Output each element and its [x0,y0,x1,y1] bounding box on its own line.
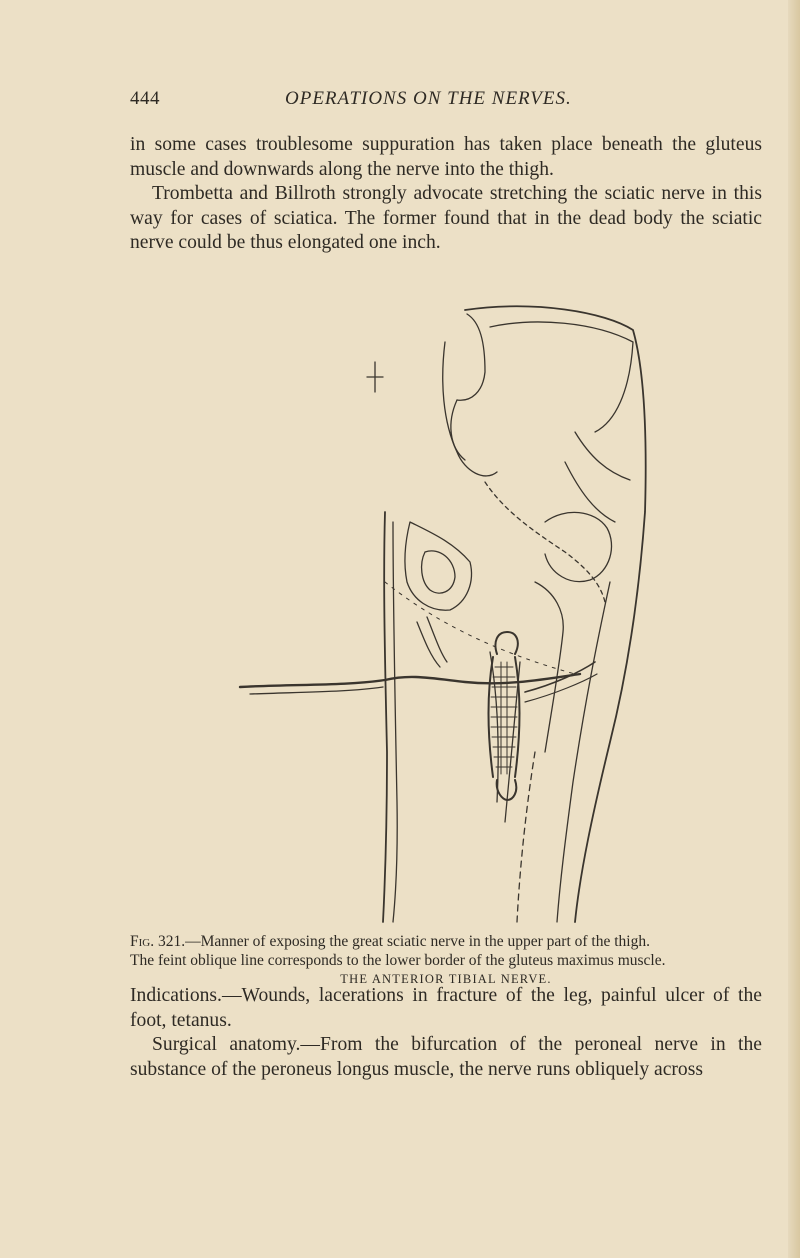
muscle-fibre-2 [427,617,447,662]
gluteus-border-line [385,582,575,674]
greater-trochanter [535,582,563,752]
muscle-fibre [417,622,440,667]
caption-text: —Manner of exposing the great sciatic nerve in the upper part of the thigh. [185,933,650,950]
paragraph: Trombetta and Billroth strongly advocate stretching the sciatic nerve in this way for cases of sciatica. The former found that in the dead body the sciatic nerve could be thus elongated one inch. [130,183,762,253]
pelvis-crest [490,322,633,432]
muscle-line [485,482,605,602]
anatomical-illustration [235,282,665,930]
pelvic-vertebra [367,362,383,392]
hip-outline [465,306,646,922]
inner-thigh-outline-2 [393,522,397,922]
body-text-bottom [130,984,762,1082]
femur-head [545,512,612,581]
body-text-top [130,133,762,256]
figure-caption [130,932,762,970]
retractor-hook-lower [497,780,517,800]
section-heading: THE ANTERIOR TIBIAL NERVE. [340,972,552,986]
ligament-line-2 [575,432,630,480]
page-number: 444 [130,88,160,109]
exposed-nerve-hatching [491,662,517,774]
page-header [130,88,630,114]
retractor-hook-upper [495,632,517,654]
running-title: OPERATIONS ON THE NERVES. [285,88,572,109]
ischium-outline [405,522,472,610]
retractor-strap-2 [525,674,597,702]
sacrum-outline [443,342,497,476]
femur-shaft-inner [517,752,535,922]
obturator-foramen [422,551,455,593]
gluteal-fold-line-2 [250,687,383,694]
inner-thigh-outline [383,512,387,922]
gluteal-fold-line [240,674,580,687]
paragraph: Surgical anatomy.—From the bifurcation of the peroneal nerve in the substance of the peroneus longus muscle, the nerve runs obliquely across [130,1034,762,1080]
sacral-notch [451,400,465,460]
caption-label: Fig. 321. [130,933,186,950]
pelvis-ilium [457,314,485,400]
paragraph: in some cases troublesome suppuration has taken place beneath the gluteus muscle and downwards along the nerve into the thigh. [130,134,762,180]
femur-shaft [557,582,610,922]
page-edge [788,0,800,1258]
paragraph: Indications.—Wounds, lacerations in fracture of the leg, painful ulcer of the foot, tetanus. [130,985,762,1031]
caption-note: The feint oblique line corresponds to the lower border of the gluteus maximus muscle. [130,952,666,969]
